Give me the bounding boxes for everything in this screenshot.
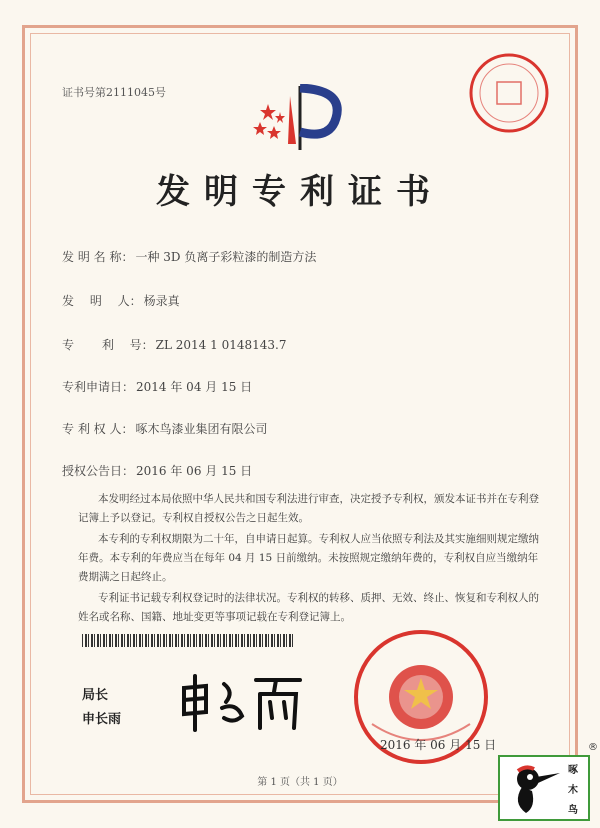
logo-char-2: 木: [568, 785, 578, 796]
top-seal: [468, 52, 550, 134]
woodpecker-logo-icon: [506, 763, 562, 815]
field-patent-number: 专 利 号： ZL 2014 1 0148143.7: [62, 338, 287, 352]
paragraph-term: 本专利的专利权期限为二十年，自申请日起算。专利权人应当依照专利法及其实施细则规定缴纳年费。本专利的年费应当在每年 04 月 15 日前缴纳。未按照规定缴纳年费的，专利权自应当缴纳年费期满之日起终止。: [78, 533, 539, 583]
logo-char-1: 啄: [568, 765, 578, 776]
page-number: 第 1 页（共 1 页）: [257, 777, 343, 788]
paragraph-legal-status: 专利证书记载专利权登记时的法律状况。专利权的转移、质押、无效、终止、恢复和专利权人的姓名或名称、国籍、地址变更等事项记载在专利登记簿上。: [78, 592, 539, 623]
issue-date: 2016 年 06 月 15 日: [380, 738, 497, 752]
paragraph-grant: 本发明经过本局依照中华人民共和国专利法进行审查，决定授予专利权，颁发本证书并在专利登记簿上予以登记。专利权自授权公告之日起生效。: [78, 493, 539, 524]
registered-trademark-icon: ®: [588, 742, 598, 753]
field-invention-name: 发 明 名 称： 一种 3D 负离子彩粒漆的制造方法: [62, 250, 317, 264]
company-logo: [498, 755, 590, 821]
director-name: 申长雨: [82, 712, 122, 727]
certificate-title: 发明专利证书: [156, 172, 444, 212]
field-grant-date: 授权公告日： 2016 年 06 月 15 日: [62, 464, 253, 478]
certificate-number: 证书号第2111045号: [62, 86, 166, 99]
patent-office-emblem: [252, 84, 348, 154]
field-patentee: 专 利 权 人： 啄木鸟漆业集团有限公司: [62, 422, 268, 436]
barcode: [82, 634, 294, 647]
director-signature: [176, 672, 306, 734]
logo-char-3: 鸟: [568, 805, 578, 816]
field-application-date: 专利申请日： 2014 年 04 月 15 日: [62, 380, 253, 394]
field-inventor: 发 明 人： 杨录真: [62, 294, 180, 308]
director-title: 局长: [82, 688, 109, 703]
